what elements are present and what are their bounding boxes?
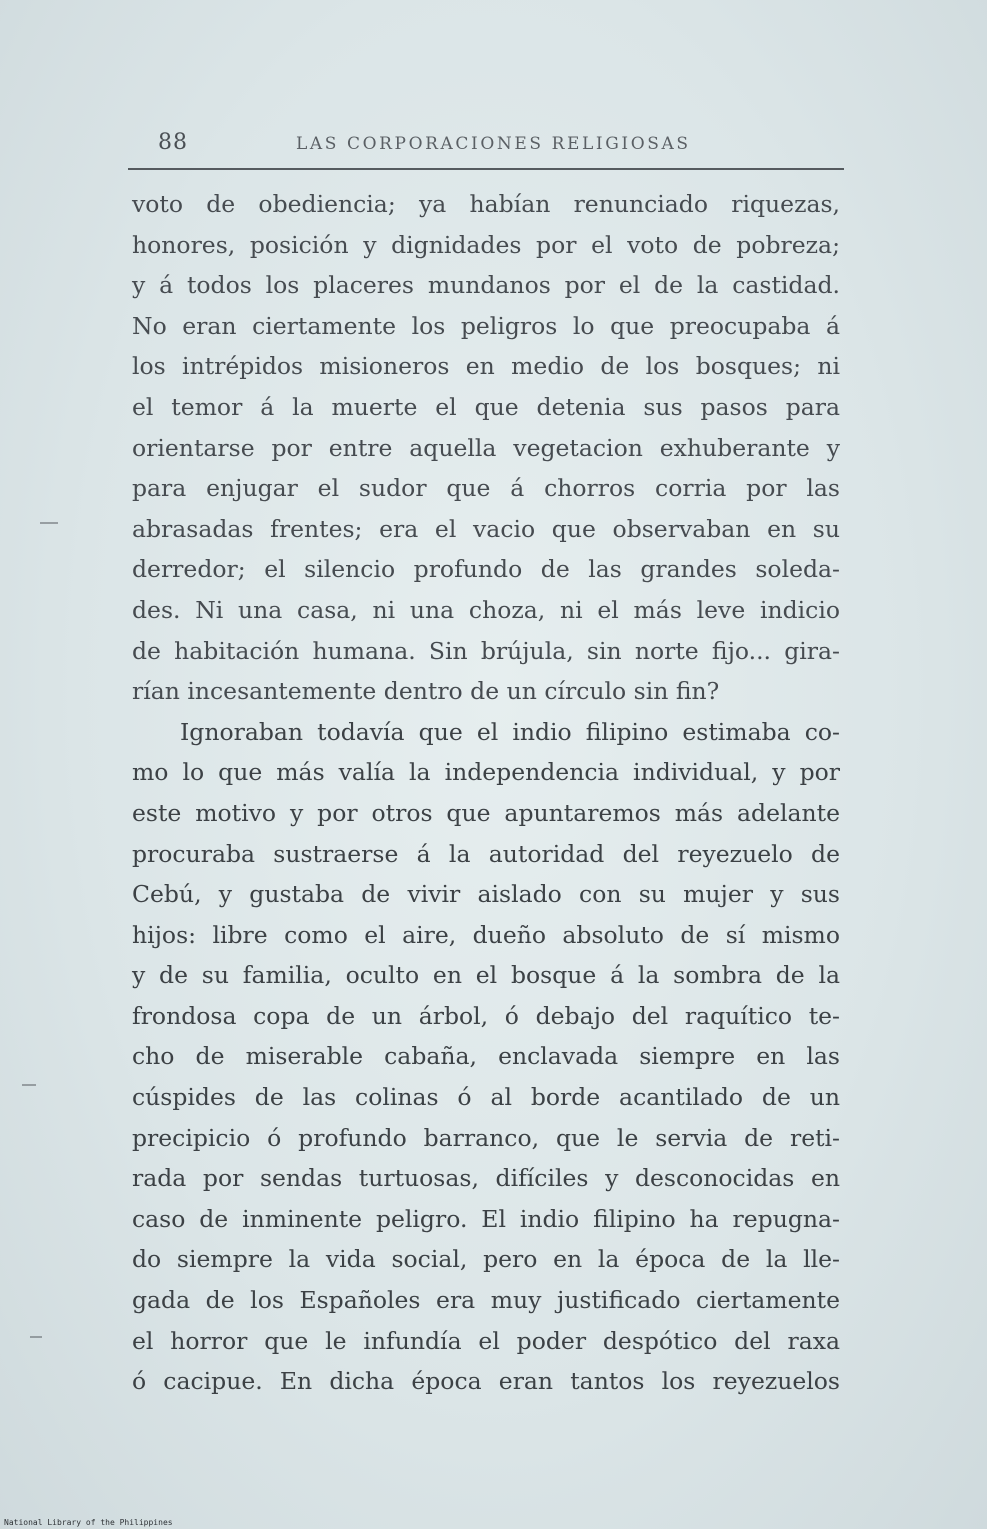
text-line: los intrépidos misioneros en medio de los bosques; ni — [132, 352, 840, 381]
body-text — [132, 184, 840, 1402]
text-line: rían incesantemente dentro de un círculo sin fin? — [132, 677, 720, 706]
text-line: honores, posición y dignidades por el voto de pobreza; — [132, 230, 840, 259]
text-line: el horror que le infundía el poder despótico del raxa — [132, 1326, 840, 1355]
text-line: rada por sendas turtuosas, difíciles y desconocidas en — [132, 1164, 840, 1193]
text-line: abrasadas frentes; era el vacio que observaban en su — [132, 514, 840, 543]
text-line: y de su familia, oculto en el bosque á la sombra de la — [132, 961, 840, 990]
text-line: cúspides de las colinas ó al borde acantilado de un — [132, 1083, 840, 1112]
running-title: LAS CORPORACIONES RELIGIOSAS — [296, 134, 691, 154]
text-line: de habitación humana. Sin brújula, sin norte fijo... gira- — [132, 636, 840, 665]
text-line: frondosa copa de un árbol, ó debajo del raquítico te- — [132, 1001, 840, 1030]
text-line: cho de miserable cabaña, enclavada siempre en las — [132, 1042, 840, 1071]
text-line: caso de inminente peligro. El indio filipino ha repugna- — [132, 1204, 840, 1233]
text-line: hijos: libre como el aire, dueño absoluto de sí mismo — [132, 920, 840, 949]
header-rule — [128, 168, 844, 170]
paragraph-first-line: Ignoraban todavía que el indio filipino estimaba co- — [180, 717, 840, 746]
text-line: voto de obediencia; ya habían renunciado riquezas, — [132, 190, 840, 218]
text-line: Cebú, y gustaba de vivir aislado con su mujer y sus — [132, 880, 840, 909]
text-line: ó cacipue. En dicha época eran tantos los reyezuelos — [132, 1367, 840, 1396]
text-line: orientarse por entre aquella vegetacion exhuberante y — [132, 433, 840, 462]
text-line: do siempre la vida social, pero en la época de la lle- — [132, 1245, 840, 1274]
scan-mark — [30, 1336, 42, 1338]
text-line: No eran ciertamente los peligros lo que preocupaba á — [132, 311, 840, 340]
text-line: mo lo que más valía la independencia individual, y por — [132, 758, 840, 787]
text-line: des. Ni una casa, ni una choza, ni el más leve indicio — [132, 595, 840, 624]
text-line: procuraba sustraerse á la autoridad del reyezuelo de — [132, 839, 840, 868]
page-header — [150, 126, 840, 160]
scan-mark — [40, 522, 58, 524]
text-line: este motivo y por otros que apuntaremos más adelante — [132, 798, 840, 827]
text-line: precipicio ó profundo barranco, que le servia de reti- — [132, 1123, 840, 1152]
text-line: derredor; el silencio profundo de las grandes soleda- — [132, 555, 840, 584]
text-line: gada de los Españoles era muy justificado ciertamente — [132, 1286, 840, 1315]
footer-credit: National Library of the Philippines — [4, 1518, 173, 1527]
text-line: el temor á la muerte el que detenia sus pasos para — [132, 392, 840, 421]
text-line: para enjugar el sudor que á chorros corria por las — [132, 474, 840, 503]
text-line: y á todos los placeres mundanos por el de la castidad. — [132, 271, 840, 300]
scan-mark — [22, 1084, 36, 1086]
page-number: 88 — [158, 130, 188, 155]
